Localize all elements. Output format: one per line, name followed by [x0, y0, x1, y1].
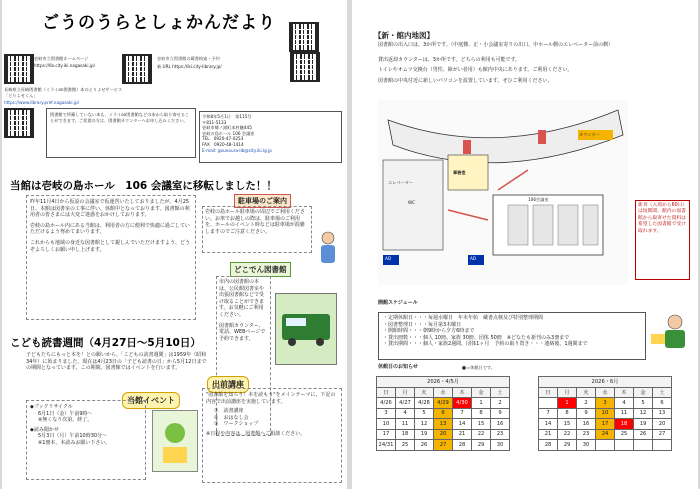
- april-date-cell: 19: [415, 429, 434, 440]
- june-date-cell: 16: [577, 419, 596, 430]
- calendar-april-title: 2026・4/5月: [377, 377, 510, 388]
- parking-text: 壱岐の島ホール駐車場の周辺でご利用ください。お車でお越しの際は、駐車場のご利用を、ホールのイベント時などは駐車場が混雑しますのでご注意ください。: [205, 209, 305, 235]
- june-day-header: 月: [558, 387, 577, 398]
- april-date-cell: 23: [491, 429, 510, 440]
- map-label-elevator: エレベーター: [388, 180, 414, 185]
- april-day-header: 金: [472, 387, 491, 398]
- mobile-library-text-2: 図書館カウンター、電話、WEBページで予約できます。: [219, 322, 266, 342]
- mirai-qr-code-2[interactable]: [4, 108, 34, 138]
- kids-text: 子どもたちにもっと本を！との願いから、「こどもの読書週間」は1959年（昭和34年）に始まりました。現在は4月23日の「子ども読書の日」から5月12日までの期間となっています。この期間、図書館ではイベントを行います。: [26, 352, 207, 372]
- june-date-cell: 1: [558, 398, 577, 409]
- june-week-row: [539, 429, 672, 440]
- map-text-2: 貸出返却カウンターは、3か所です。どちらの利用も可能です。: [378, 57, 521, 63]
- bookmobile-image-icon: [275, 293, 337, 365]
- move-text: 昨年11月4日から仮設の会議室で仮運営いたしておりましたが、4月25日、本館は図書室の工事に伴い、休館中となっております。図書館の利用者の皆さまには大変ご迷惑をおかけしております。: [30, 199, 190, 219]
- event-item-4: ◆読み聞かせ: [30, 426, 59, 433]
- newsletter-title: ごうのうらとしょかんだより: [42, 13, 276, 33]
- april-date-cell: 7: [453, 408, 472, 419]
- april-week-row: [377, 419, 510, 430]
- map-text: 図書館の出入口は、3か所です。（中庭側、正・小会議室寄りの出口、中ホール側のエレベーター前の側）: [378, 42, 614, 48]
- address-line-3: 壱岐の島ホール 106 会議室: [202, 130, 255, 136]
- april-date-cell: 27: [434, 440, 453, 451]
- event-item-3: ※無くなり次第、終了。: [38, 417, 93, 424]
- map-label-wc: WC: [408, 200, 416, 205]
- june-date-cell: 25: [615, 429, 634, 440]
- april-day-header: 月: [396, 387, 415, 398]
- april-date-cell: 12: [415, 419, 434, 430]
- intro-text: 図書館で所蔵していない本も、ミライon図書館などの本から取り寄せることができます。ご希望の方は、図書館カウンターへお申し込みください。: [50, 112, 190, 123]
- june-date-cell: 30: [577, 440, 596, 451]
- mobile-library-text: 市内の図書館の本は、公民館図書室や出張図書館などで受け取ることができます。お気軽にご利用ください。: [219, 279, 265, 318]
- april-date-cell: 9: [491, 408, 510, 419]
- june-date-cell: 26: [634, 429, 653, 440]
- april-date-cell: 4/30: [453, 398, 472, 409]
- reading-child-illustration-icon: [647, 312, 692, 352]
- event-item-6: ※1冊本、本読みお願い下さい。: [38, 439, 111, 446]
- june-date-cell: 29: [558, 440, 577, 451]
- april-date-cell: 15: [472, 419, 491, 430]
- april-day-header: 水: [434, 387, 453, 398]
- june-date-cell: 10: [596, 408, 615, 419]
- kids-headline: こども読書週間（4月27日～5月10日）: [10, 337, 201, 349]
- april-date-cell: 5: [415, 408, 434, 419]
- schedule-item-5: ・貸出期間・・・個人・家族2週間、団体1ヶ月 予約の取り置き・・・連絡後、1週間まで: [383, 341, 588, 348]
- schedule-item-2: ・図書整理日・・・毎月第3木曜日: [383, 321, 462, 328]
- april-date-cell: 4/29: [434, 398, 453, 409]
- june-week-row: [539, 398, 672, 409]
- fax-number: FAX 0920-48-1414: [202, 141, 244, 147]
- june-day-header: 土: [653, 387, 672, 398]
- event-item-2: 6月1日（金）午前9時～: [38, 410, 93, 417]
- mirai-label: 長崎県立長崎図書館（ミライon図書館）本のとりよせサービス: [4, 87, 123, 92]
- june-date-cell: 23: [577, 429, 596, 440]
- april-day-header: 木: [453, 387, 472, 398]
- june-date-cell: [615, 440, 634, 451]
- move-article-box: [26, 195, 196, 320]
- parking-box: [202, 206, 312, 253]
- april-date-cell: 4: [396, 408, 415, 419]
- april-date-cell: 28: [453, 440, 472, 451]
- calendar-june: [538, 376, 672, 451]
- june-date-cell: 5: [634, 398, 653, 409]
- map-title: 【新・館内地図】: [374, 31, 434, 40]
- map-text-4: 図書館の中央付近に新しいパソコンを設置しています。ぜひご利用ください。: [378, 78, 553, 84]
- event-item-1: ◆ブックリサイクル: [30, 404, 73, 410]
- reserve-qr-code[interactable]: [122, 54, 152, 84]
- june-week-row: [539, 419, 672, 430]
- mirai-qr-code[interactable]: [290, 52, 320, 82]
- june-date-cell: 3: [596, 398, 615, 409]
- april-week-row: [377, 429, 510, 440]
- april-date-cell: 8: [472, 408, 491, 419]
- april-date-cell: 18: [396, 429, 415, 440]
- april-date-cell: 25: [396, 440, 415, 451]
- email-address[interactable]: E-mail: gounoura-lib@city.iki.lg.jp: [202, 147, 272, 153]
- april-day-header: 日: [377, 387, 396, 398]
- june-date-cell: 11: [615, 408, 634, 419]
- june-date-cell: 6: [653, 398, 672, 409]
- move-text-2: 壱岐の島ホール内にある当館は、利用者の方に便利で快適に過ごしていただけるよう努めてまいります。: [30, 222, 190, 236]
- june-week-row: [539, 440, 672, 451]
- address-line-1: 〒811-5133: [202, 119, 227, 125]
- map-label-ad-1: AD: [470, 256, 477, 261]
- june-date-cell: 27: [653, 429, 672, 440]
- april-date-cell: 3: [377, 408, 396, 419]
- june-date-cell: 22: [558, 429, 577, 440]
- calendar-april-may: [376, 376, 510, 451]
- april-date-cell: 20: [434, 429, 453, 440]
- june-date-cell: 14: [539, 419, 558, 430]
- schedule-item-4: ・貸出冊数・・・個人 10冊、家族 30冊、団体 50冊 ※どなたも新刊のみ3冊まで: [383, 334, 570, 341]
- delivery-text: "図書館を知ろう！本を読もう"をメインテーマに、下記の内容で出前講座を実施しています。: [206, 392, 336, 405]
- april-date-cell: 4/27: [396, 398, 415, 409]
- april-date-cell: 16: [491, 419, 510, 430]
- event-poster-image: [152, 410, 198, 472]
- june-date-cell: [539, 398, 558, 409]
- map-label-room: 106会議室: [528, 197, 549, 202]
- move-headline: 当館は壱岐の島ホール 106 会議室に移転しました！！: [10, 180, 277, 192]
- june-date-cell: 15: [558, 419, 577, 430]
- mirai-url[interactable]: https://www.library.pref.nagasaki.jp/: [4, 100, 80, 105]
- calendar-notice-label: 休館日のお知らせ: [378, 364, 418, 370]
- april-week-row: [377, 440, 510, 451]
- june-date-cell: 17: [596, 419, 615, 430]
- april-date-cell: 1: [472, 398, 491, 409]
- calendar-legend: ■＝休館日です。: [462, 365, 495, 370]
- june-date-cell: 12: [634, 408, 653, 419]
- april-week-row: [377, 398, 510, 409]
- june-date-cell: 28: [539, 440, 558, 451]
- reserve-url[interactable]: 新 URL https://iki.city-library.jp/: [157, 64, 222, 69]
- schedule-item-3: ・開館時間・・・朝9時から夕方6時まで: [383, 328, 475, 335]
- issue-info: 令和8年5月1日 第115号: [202, 114, 252, 119]
- april-date-cell: 24/31: [377, 440, 396, 451]
- delivery-box: [202, 388, 342, 483]
- june-day-header: 金: [634, 387, 653, 398]
- june-day-header: 火: [577, 387, 596, 398]
- delivery-item-1: ① 読書講座: [214, 408, 244, 415]
- june-date-cell: 20: [653, 419, 672, 430]
- june-day-header: 水: [596, 387, 615, 398]
- june-date-cell: 2: [577, 398, 596, 409]
- april-date-cell: 17: [377, 429, 396, 440]
- parking-title: 駐車場のご案内: [234, 194, 291, 208]
- april-date-cell: 22: [472, 429, 491, 440]
- delivery-item-2: ② おはなし会: [214, 414, 249, 421]
- event-title: 当館イベント: [122, 392, 180, 409]
- floor-map: [378, 100, 628, 285]
- april-date-cell: 29: [472, 440, 491, 451]
- move-text-3: これからも地域の身近な図書館として親しんでいただけますよう、どうぞよろしくお願い申し上げます。: [30, 239, 191, 253]
- notice-box: [635, 200, 690, 280]
- event-item-5: 5月3日（月）午前10時30分～: [38, 433, 108, 440]
- june-date-cell: 8: [558, 408, 577, 419]
- delivery-title: 出前講座: [207, 376, 249, 393]
- schedule-title: 開館スケジュール: [378, 300, 418, 306]
- june-day-header: 日: [539, 387, 558, 398]
- june-day-header: 木: [615, 387, 634, 398]
- april-date-cell: 14: [453, 419, 472, 430]
- april-date-cell: 30: [491, 440, 510, 451]
- april-date-cell: 4/28: [415, 398, 434, 409]
- april-day-header: 火: [415, 387, 434, 398]
- tel-number: TEL 0920-47-0253: [202, 136, 244, 142]
- notice-text: 新刊（入荷から60日）は短期間、館内の図書館から取寄せた資料は希望した図書館で受け取れます。: [638, 203, 686, 234]
- address-line-2: 壱岐市郷ノ浦町本村触445: [202, 125, 252, 131]
- mobile-library-title: どこでん図書館: [230, 262, 291, 277]
- june-date-cell: 7: [539, 408, 558, 419]
- newsletter-page-right: [352, 0, 698, 489]
- june-week-row: [539, 408, 672, 419]
- june-date-cell: 18: [615, 419, 634, 430]
- june-date-cell: 21: [539, 429, 558, 440]
- delivery-item-3: ③ ワークショップ: [214, 421, 259, 428]
- map-label-counter: カウンター: [579, 132, 600, 137]
- april-date-cell: 13: [434, 419, 453, 430]
- parking-illustration-icon: [315, 230, 341, 266]
- calendar-june-title: 2026・6月: [539, 377, 672, 388]
- june-date-cell: 9: [577, 408, 596, 419]
- issue-info-box: [199, 111, 342, 163]
- map-label-office: 事務室: [453, 170, 466, 175]
- june-date-cell: 4: [615, 398, 634, 409]
- april-date-cell: 26: [415, 440, 434, 451]
- delivery-note: ※日程や内容は、図書館へご相談ください。: [206, 430, 306, 437]
- newsletter-page-left: [2, 0, 347, 489]
- april-date-cell: 21: [453, 429, 472, 440]
- june-date-cell: 13: [653, 408, 672, 419]
- june-date-cell: [634, 440, 653, 451]
- june-date-cell: [596, 440, 615, 451]
- map-label-ad-2: AD: [385, 256, 392, 261]
- intro-box: [46, 108, 196, 158]
- homepage-label: 壱岐市立図書館ホームページ: [34, 56, 89, 61]
- april-date-cell: 6: [434, 408, 453, 419]
- homepage-qr-code[interactable]: [4, 54, 34, 84]
- june-date-cell: 24: [596, 429, 615, 440]
- june-date-cell: 19: [634, 419, 653, 430]
- april-date-cell: 11: [396, 419, 415, 430]
- april-date-cell: 4/26: [377, 398, 396, 409]
- april-date-cell: 10: [377, 419, 396, 430]
- schedule-box: [378, 312, 646, 360]
- schedule-item-1: ・定期休館日・・・毎週水曜日 年末年始 蔵書点検及び特別整理期間: [383, 315, 544, 321]
- april-date-cell: 2: [491, 398, 510, 409]
- homepage-url[interactable]: https://lib.city.iki.nagasaki.jp/: [34, 63, 96, 68]
- map-text-3: トイレやオムツ交換台（男性、障がい者用）も館内中央にあります。ご利用ください。: [378, 67, 573, 73]
- reserve-label: 壱岐市立図書館の蔵書検索・予約: [157, 56, 220, 61]
- april-week-row: [377, 408, 510, 419]
- event-box: [26, 400, 146, 480]
- april-day-header: 土: [491, 387, 510, 398]
- mirai-sub: 「とりよせくん」: [4, 93, 38, 98]
- reserve-qr-code-2[interactable]: [289, 22, 319, 52]
- june-date-cell: [653, 440, 672, 451]
